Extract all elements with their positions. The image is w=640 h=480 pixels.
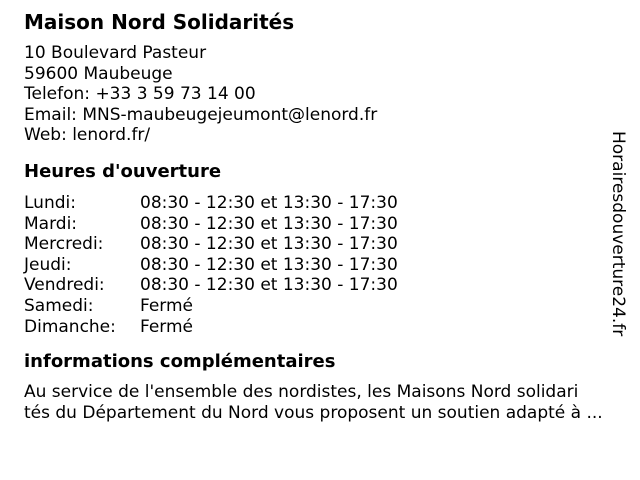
day-hours: 08:30 - 12:30 et 13:30 - 17:30 (140, 213, 398, 234)
day-hours: 08:30 - 12:30 et 13:30 - 17:30 (140, 254, 398, 275)
phone-label: Telefon: (24, 84, 91, 104)
hours-row-tuesday (24, 214, 398, 235)
web-value: lenord.fr/ (72, 125, 151, 145)
day-hours: Fermé (140, 316, 194, 337)
hours-row-monday (24, 193, 398, 214)
email-value: MNS-maubeugejeumont@lenord.fr (82, 104, 378, 125)
day-hours: 08:30 - 12:30 et 13:30 - 17:30 (140, 275, 398, 296)
email-line (24, 105, 377, 126)
day-label: Jeudi: (24, 254, 72, 275)
additional-info-paragraph (24, 382, 603, 424)
hours-row-wednesday (24, 234, 398, 255)
day-label: Mardi: (24, 213, 78, 234)
day-label: Mercredi: (24, 234, 104, 255)
day-label: Dimanche: (24, 316, 116, 337)
info-line-1: Au service de l'ensemble des nordistes, les Maisons Nord solidari (24, 382, 579, 402)
hours-row-saturday (24, 296, 398, 317)
day-label: Vendredi: (24, 275, 105, 296)
web-line (24, 125, 377, 146)
address-street: 10 Boulevard Pasteur (24, 43, 207, 63)
web-label: Web: (24, 125, 67, 145)
info-line-2: tés du Département du Nord vous proposent un soutien adapté à ... (24, 402, 603, 423)
day-label: Lundi: (24, 193, 76, 213)
hours-row-friday (24, 275, 398, 296)
phone-value: +33 3 59 73 14 00 (95, 84, 256, 104)
day-hours: 08:30 - 12:30 et 13:30 - 17:30 (140, 234, 398, 255)
email-label: Email: (24, 104, 77, 125)
site-watermark: Horairesdouverture24.fr (608, 131, 628, 337)
hours-row-thursday (24, 255, 398, 276)
page-title: Maison Nord Solidarités (24, 10, 295, 34)
hours-row-sunday (24, 317, 398, 338)
contact-block (24, 43, 377, 146)
day-label: Samedi: (24, 295, 94, 316)
opening-hours-heading: Heures d'ouverture (24, 161, 222, 182)
day-hours: 08:30 - 12:30 et 13:30 - 17:30 (140, 193, 398, 213)
additional-info-heading: informations complémentaires (24, 351, 336, 372)
day-hours: Fermé (140, 295, 194, 316)
address-city: 59600 Maubeuge (24, 63, 173, 84)
opening-hours-table (24, 193, 398, 337)
phone-line (24, 84, 377, 105)
